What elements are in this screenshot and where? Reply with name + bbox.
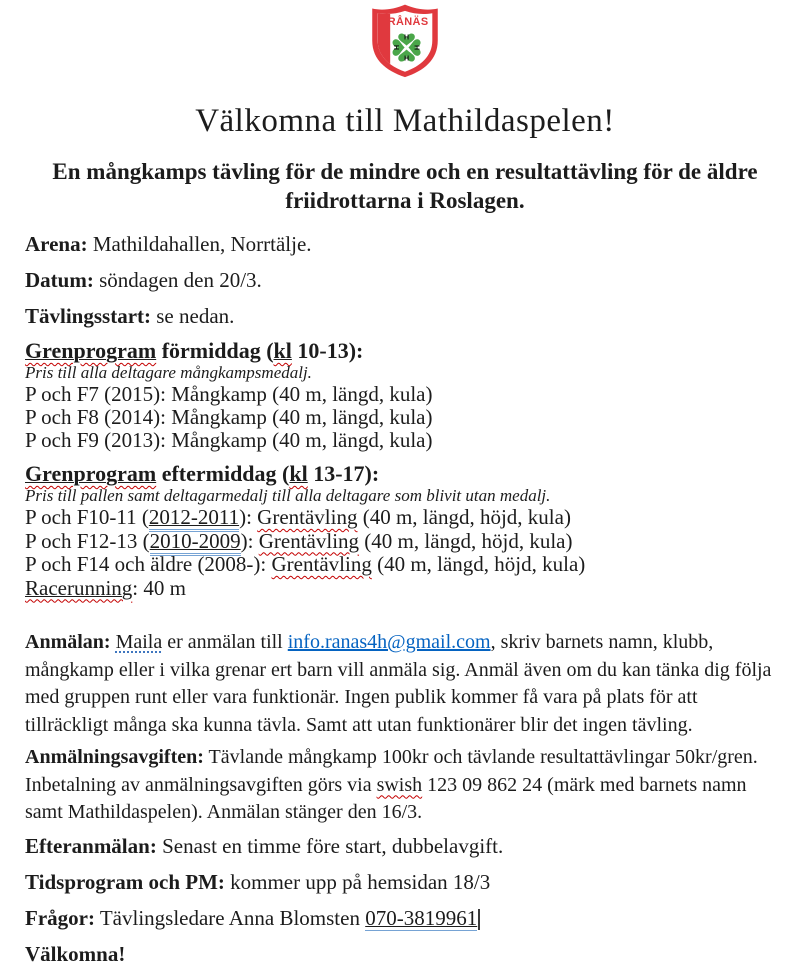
questions-label: Frågor: bbox=[25, 905, 95, 930]
arena-value: Mathildahallen, Norrtälje. bbox=[87, 232, 312, 256]
registration-label: Anmälan: bbox=[25, 631, 111, 653]
shield-crest-icon bbox=[366, 3, 444, 78]
start-label: Tävlingsstart: bbox=[25, 304, 151, 328]
text-cursor bbox=[478, 909, 480, 930]
morning-program-section bbox=[25, 338, 785, 452]
start-line bbox=[25, 304, 785, 329]
program-row-racerunning: Racerunning: 40 m bbox=[25, 575, 186, 600]
schedule-line: Tidsprogram och PM: kommer upp på hemsidan 18/3 bbox=[25, 869, 491, 894]
morning-prize-note: Pris till alla deltagare mångkampsmedalj. bbox=[25, 363, 312, 382]
swish-flagged-word: swish bbox=[376, 773, 423, 796]
svg-text:H: H bbox=[412, 44, 420, 51]
program-row-f7: P och F7 (2015): Mångkamp (40 m, längd, kula) bbox=[25, 382, 433, 406]
schedule-label: Tidsprogram och PM: bbox=[25, 869, 225, 894]
date-value: söndagen den 20/3. bbox=[93, 268, 262, 292]
svg-text:H: H bbox=[404, 53, 410, 61]
program-row-f9: P och F9 (2013): Mångkamp (40 m, längd, kula) bbox=[25, 428, 433, 452]
program-row-f8: P och F8 (2014): Mångkamp (40 m, längd, kula) bbox=[25, 405, 433, 429]
afternoon-program-section bbox=[25, 461, 785, 600]
start-value: se nedan. bbox=[151, 304, 235, 328]
fee-paragraph: Anmälningsavgiften: Tävlande mångkamp 100kr och tävlande resultattävlingar 50kr/gren. Inbetalning av anmälningsavgiften görs via swish 123 09 862 24 (märk med barnets namn samt Mathildaspelen). Anmälan stänger den 16/3. bbox=[25, 746, 758, 823]
questions-line: Frågor: Tävlingsledare Anna Blomsten 070-3819961 bbox=[25, 906, 785, 931]
registration-paragraph: Anmälan: Maila er anmälan till info.ranas4h@gmail.com, skriv barnets namn, klubb, mångkamp eller i vilka grenar ert barn vill anmäla sig. Anmäl även om du kan tänka dig följa med gruppen runt eller vara funktionär. Ingen publik kommer få vara på plats för att tillräckligt många ska kunna tävla. Samt att utan funktionärer blir det ingen tävling. bbox=[25, 631, 772, 736]
afternoon-heading: Grenprogram eftermiddag (kl 13-17): bbox=[25, 461, 380, 486]
phone-number: 070-3819961 bbox=[365, 905, 478, 930]
fee-label: Anmälningsavgiften: bbox=[25, 746, 204, 768]
ranas-4h-club-logo-icon bbox=[25, 0, 785, 78]
closing-text: Välkomna! bbox=[25, 941, 126, 966]
arena-line bbox=[25, 232, 785, 257]
morning-heading: Grenprogram förmiddag (kl 10-13): bbox=[25, 338, 364, 363]
program-row-f10-11: P och F10-11 (2012-2011): Grentävling (40 m, längd, höjd, kula) bbox=[25, 506, 785, 530]
date-line bbox=[25, 268, 785, 293]
program-row-f14: P och F14 och äldre (2008-): Grentävling (40 m, längd, höjd, kula) bbox=[25, 552, 586, 576]
arena-label: Arena: bbox=[25, 232, 88, 256]
program-row-f12-13: P och F12-13 (2010-2009): Grentävling (40 m, längd, höjd, kula) bbox=[25, 530, 785, 554]
page-title: Välkomna till Mathildaspelen! bbox=[195, 103, 615, 139]
date-label: Datum: bbox=[25, 268, 94, 292]
maila-flagged-word: Maila bbox=[115, 631, 163, 653]
page-subtitle bbox=[35, 157, 775, 215]
svg-text:H: H bbox=[393, 44, 401, 51]
club-name-text: RÅNÄS bbox=[387, 15, 429, 28]
afternoon-prize-note: Pris till pallen samt deltagarmedalj till alla deltagare som blivit utan medalj. bbox=[25, 486, 551, 505]
subtitle-line-1: En mångkamps tävling för de mindre och en resultattävling för de äldre bbox=[52, 159, 758, 184]
subtitle-line-2: friidrottarna i Roslagen. bbox=[285, 188, 525, 213]
email-link[interactable]: info.ranas4h@gmail.com bbox=[287, 631, 491, 653]
late-registration-line: Efteranmälan: Senast en timme före start, dubbelavgift. bbox=[25, 833, 504, 858]
svg-text:H: H bbox=[404, 34, 410, 42]
late-registration-label: Efteranmälan: bbox=[25, 833, 157, 858]
